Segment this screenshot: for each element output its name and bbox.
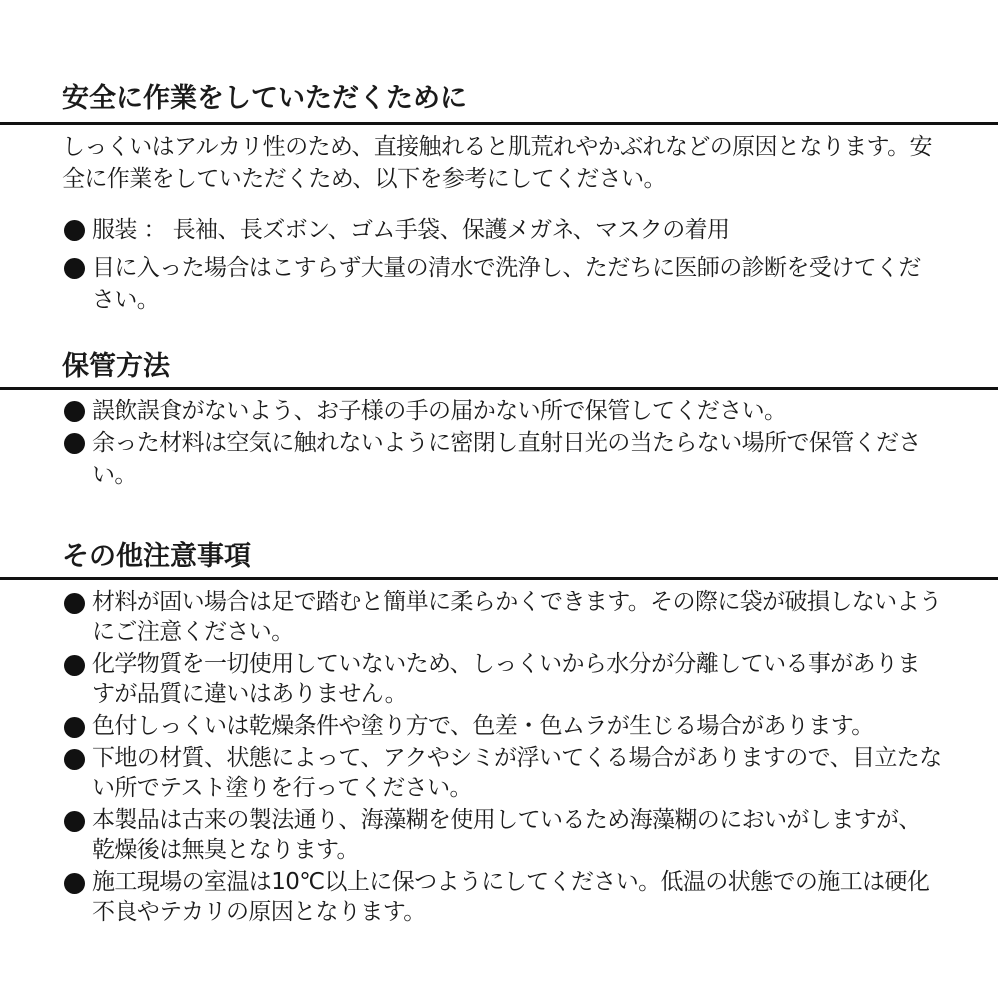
bullet-dot-icon xyxy=(64,873,85,894)
section-other-notes xyxy=(62,540,942,925)
bullet-dot-icon xyxy=(64,433,85,454)
list-item-text: 本製品は古来の製法通り、海藻糊を使用しているため海藻糊のにおいがしますが、乾燥後は無臭となります。 xyxy=(92,807,921,863)
section-title-storage: 保管方法 xyxy=(62,351,170,382)
list-item xyxy=(62,649,942,709)
bullet-dot-icon xyxy=(64,258,85,279)
list-item-text: 下地の材質、状態によって、アクやシミが浮いてくる場合がありますので、目立たない所でテスト塗りを行ってください。 xyxy=(92,745,942,801)
safety-bullet-list xyxy=(62,214,942,316)
list-item xyxy=(62,252,942,316)
bullet-dot-icon xyxy=(64,717,85,738)
list-item-text: 化学物質を一切使用していないため、しっくいから水分が分離している事がありますが品質に違いはありません。 xyxy=(92,651,920,707)
list-item xyxy=(62,711,942,741)
section-divider xyxy=(0,387,998,390)
list-item xyxy=(62,867,942,927)
section-safety xyxy=(62,82,942,313)
list-item xyxy=(62,214,942,246)
list-item xyxy=(62,743,942,803)
list-item xyxy=(62,395,942,427)
bullet-dot-icon xyxy=(64,220,85,241)
other-notes-bullet-list xyxy=(62,587,942,927)
list-item-text: 服装 ： 長袖、長ズボン、ゴム手袋、保護メガネ、マスクの着用 xyxy=(92,217,730,243)
section-title-other-notes: その他注意事項 xyxy=(62,541,251,572)
list-item xyxy=(62,805,942,865)
section-divider xyxy=(0,122,998,125)
list-item-text: 誤飲誤食がないよう、お子様の手の届かない所で保管してください。 xyxy=(92,398,787,424)
section-storage xyxy=(62,350,942,488)
storage-bullet-list xyxy=(62,395,942,491)
list-item xyxy=(62,587,942,647)
list-item-text: 施工現場の室温は10℃以上に保つようにしてください。低温の状態での施工は硬化不良やテカリの原因となります。 xyxy=(92,869,930,925)
list-item-text: 余った材料は空気に触れないように密閉し直射日光の当たらない場所で保管ください。 xyxy=(92,430,921,488)
bullet-dot-icon xyxy=(64,593,85,614)
section-title-safety: 安全に作業をしていただくために xyxy=(62,83,467,114)
section-divider xyxy=(0,577,998,580)
safety-intro-text: しっくいはアルカリ性のため、直接触れると肌荒れやかぶれなどの原因となります。安全に作業をしていただくため、以下を参考にしてください。 xyxy=(62,134,932,192)
list-item-text: 材料が固い場合は足で踏むと簡単に柔らかくできます。その際に袋が破損しないようにご注意ください。 xyxy=(92,589,942,645)
bullet-dot-icon xyxy=(64,811,85,832)
bullet-dot-icon xyxy=(64,655,85,676)
list-item-text: 目に入った場合はこすらず大量の清水で洗浄し、ただちに医師の診断を受けてください。 xyxy=(92,255,921,313)
list-item-text: 色付しっくいは乾燥条件や塗り方で、色差・色ムラが生じる場合があります。 xyxy=(92,713,874,739)
list-item xyxy=(62,427,942,491)
bullet-dot-icon xyxy=(64,749,85,770)
bullet-dot-icon xyxy=(64,401,85,422)
